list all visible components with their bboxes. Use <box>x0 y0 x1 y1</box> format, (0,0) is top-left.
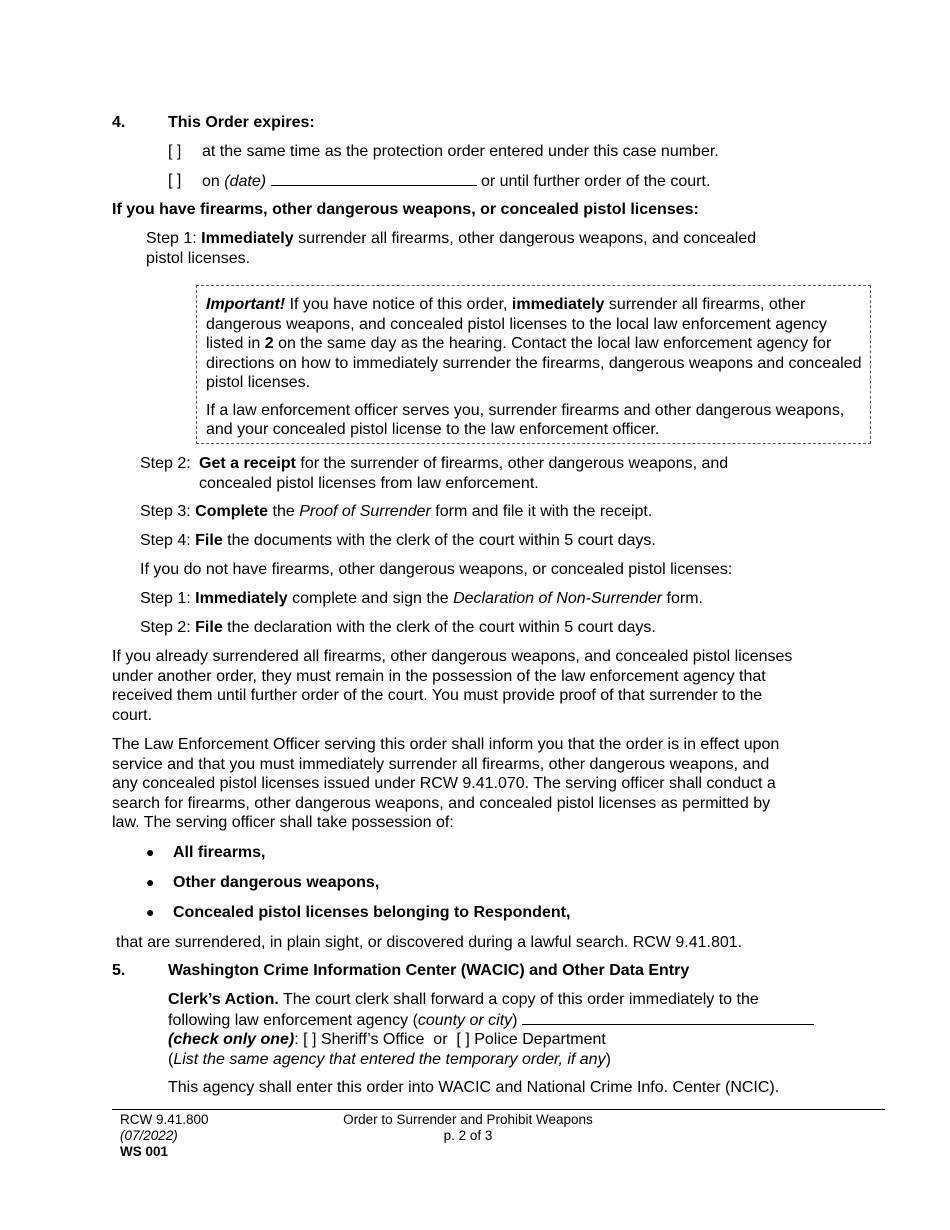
footer-form-number: WS 001 <box>120 1144 169 1159</box>
section-4-title: This Order expires: <box>168 114 315 131</box>
county-city-field[interactable] <box>522 1010 814 1025</box>
step-2-label: Step 2: <box>140 455 191 472</box>
list-same-agency: (List the same agency that entered the temporary order, if any) <box>168 1051 611 1068</box>
bullet-icon: ● <box>146 844 155 860</box>
important-notice-box <box>196 285 871 444</box>
important-paragraph-2: If a law enforcement officer serves you, surrender firearms and other dangerous weapons, and your concealed pistol license to the law enforcement officer. <box>206 401 845 438</box>
surrendered-in-plain-sight: that are surrendered, in plain sight, or discovered during a lawful search. RCW 9.41.801. <box>116 934 743 951</box>
firearms-heading: If you have firearms, other dangerous weapons, or concealed pistol licenses: <box>112 201 699 218</box>
police-label: Police Department <box>474 1031 606 1048</box>
footer-page: p. 2 of 3 <box>443 1128 493 1143</box>
step-2-receipt: Get a receipt for the surrender of firearms, other dangerous weapons, and concealed pistol licenses from law enforcement. <box>199 455 729 492</box>
expires-option-2-line <box>202 171 710 192</box>
clerk-action-line-2: following law enforcement agency (county or city) <box>168 1010 814 1031</box>
date-field[interactable] <box>271 171 477 186</box>
footer-rcw: RCW 9.41.800 <box>120 1112 209 1127</box>
already-surrendered-paragraph: If you already surrendered all firearms, other dangerous weapons, and concealed pistol licenses under another order, they must remain in the possession of the law enforcement agency that received them until further order of the court. You must provide proof of that surrender to the court. <box>112 648 793 724</box>
footer-divider <box>112 1109 885 1110</box>
officer-paragraph: The Law Enforcement Officer serving this order shall inform you that the order is in effect upon service and that you must immediately surrender all firearms, other dangerous weapons, and any concealed pistol licenses issued under RCW 9.41.070. The serving officer shall conduct a search for firearms, other dangerous weapons, and concealed pistol licenses as permitted by law. The serving officer shall take possession of: <box>112 736 780 831</box>
bullet-item: Concealed pistol licenses belonging to Respondent, <box>173 904 571 921</box>
date-label: (date) <box>224 173 267 190</box>
until-further-text: or until further order of the court. <box>480 173 711 190</box>
police-checkbox[interactable]: [ ] <box>456 1031 470 1048</box>
step-3-complete: Step 3: Complete the Proof of Surrender form and file it with the receipt. <box>140 503 653 520</box>
section-5-number: 5. <box>112 962 126 979</box>
step-4-file: Step 4: File the documents with the clerk of the court within 5 court days. <box>140 532 656 549</box>
sheriff-checkbox[interactable]: [ ] <box>303 1031 317 1048</box>
bullet-icon: ● <box>146 874 155 890</box>
footer-date: (07/2022) <box>120 1128 178 1143</box>
sheriff-label: Sheriff’s Office <box>320 1031 425 1048</box>
section-5-title: Washington Crime Information Center (WACIC) and Other Data Entry <box>168 962 690 979</box>
expires-option-1-text: at the same time as the protection order entered under this case number. <box>202 143 719 160</box>
agency-enter-text: This agency shall enter this order into WACIC and National Crime Info. Center (NCIC). <box>168 1079 780 1096</box>
important-paragraph-1: Important! If you have notice of this order, immediately surrender all firearms, other dangerous weapons, and concealed pistol licenses to the local law enforcement agency listed in 2 on the same day as the hearing. Contact the local law enforcement agency for directions on how to immediately surrender the firearms, dangerous weapons and concealed pistol licenses. <box>206 296 862 391</box>
bullet-item: Other dangerous weapons, <box>173 874 380 891</box>
expires-option-1-checkbox[interactable]: [ ] <box>168 143 182 160</box>
no-firearms-step-1: Step 1: Immediately complete and sign the Declaration of Non-Surrender form. <box>140 590 703 607</box>
bullet-icon: ● <box>146 904 155 920</box>
on-label: on <box>202 173 220 190</box>
no-firearms-step-2: Step 2: File the declaration with the clerk of the court within 5 court days. <box>140 619 656 636</box>
footer-left <box>120 1112 209 1160</box>
footer-title: Order to Surrender and Prohibit Weapons <box>343 1112 593 1127</box>
bullet-item: All firearms, <box>173 844 266 861</box>
clerk-action-line-1: Clerk’s Action. The court clerk shall forward a copy of this order immediately to the <box>168 991 759 1008</box>
footer-center <box>318 1112 618 1144</box>
check-only-one-line: (check only one): [ ] Sheriff’s Office or [ ] Police Department <box>168 1031 606 1048</box>
no-firearms-heading: If you do not have firearms, other dangerous weapons, or concealed pistol licenses: <box>140 561 733 578</box>
step-1-surrender: Step 1: Immediately surrender all firearms, other dangerous weapons, and concealed pistol licenses. <box>146 230 757 267</box>
expires-option-2-checkbox[interactable]: [ ] <box>168 172 182 189</box>
section-4-number: 4. <box>112 114 126 131</box>
